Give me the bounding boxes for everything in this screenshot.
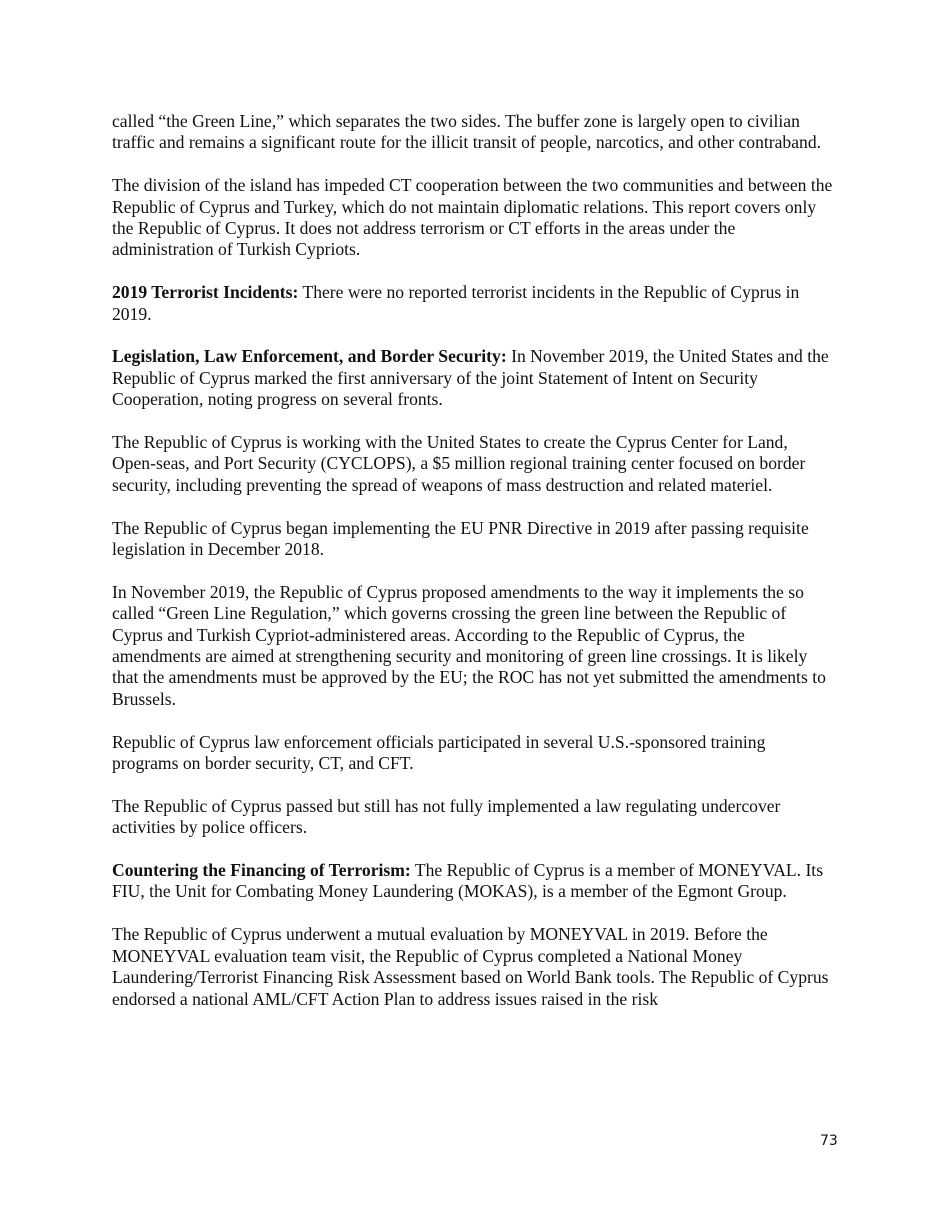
paragraph-text: Republic of Cyprus law enforcement officials participated in several U.S.-sponsored training programs on border security, CT, and CFT. bbox=[112, 731, 766, 774]
paragraph-text: The Republic of Cyprus began implementing the EU PNR Directive in 2019 after passing requisite legislation in December 2018. bbox=[112, 517, 809, 560]
section-heading: 2019 Terrorist Incidents: bbox=[112, 282, 299, 303]
paragraph-text: In November 2019, the Republic of Cyprus proposed amendments to the way it implements the so called “Green Line Regulation,” which governs crossing the green line between the Republic of Cyprus and Turkish Cypriot-administered areas. According to the Republic of Cyprus, the amendments are aimed at strengthening security and monitoring of green line crossings. It is likely that the amendments must be approved by the EU; the ROC has not yet submitted the amendments to Brussels. bbox=[112, 581, 826, 709]
paragraph-training-programs bbox=[112, 732, 834, 775]
paragraph-pnr-directive bbox=[112, 518, 834, 561]
paragraph-green-line bbox=[112, 111, 834, 154]
paragraph-text: The Republic of Cyprus underwent a mutual evaluation by MONEYVAL in 2019. Before the MONEYVAL evaluation team visit, the Republic of Cyprus completed a National Money Laundering/Terrorist Financing Risk Assessment based on World Bank tools. The Republic of Cyprus endorsed a national AML/CFT Action Plan to address issues raised in the risk bbox=[112, 924, 829, 1009]
paragraph-terrorist-incidents bbox=[112, 282, 834, 325]
paragraph-legislation bbox=[112, 346, 834, 410]
paragraph-division bbox=[112, 175, 834, 261]
paragraph-cyclops bbox=[112, 432, 834, 496]
paragraph-text: called “the Green Line,” which separates the two sides. The buffer zone is largely open to civilian traffic and remains a significant route for the illicit transit of people, narcotics, and other contraband. bbox=[112, 111, 822, 153]
section-heading: Legislation, Law Enforcement, and Border Security: bbox=[112, 346, 507, 367]
paragraph-text: The Republic of Cyprus is a member of MONEYVAL. Its FIU, the Unit for Combating Money Laundering (MOKAS), is a member of the Egmont Group. bbox=[112, 860, 824, 902]
paragraph-financing-terrorism bbox=[112, 860, 834, 903]
paragraph-text: There were no reported terrorist incidents in the Republic of Cyprus in 2019. bbox=[112, 282, 800, 324]
paragraph-text: The Republic of Cyprus passed but still has not fully implemented a law regulating undercover activities by police officers. bbox=[112, 795, 781, 838]
paragraph-text: In November 2019, the United States and the Republic of Cyprus marked the first anniversary of the joint Statement of Intent on Security Cooperation, noting progress on several fronts. bbox=[112, 346, 829, 410]
page-number: 73 bbox=[820, 1133, 838, 1149]
paragraph-text: The division of the island has impeded CT cooperation between the two communities and between the Republic of Cyprus and Turkey, which do not maintain diplomatic relations. This report covers only the Republic of Cyprus. It does not address terrorism or CT efforts in the areas under the administration of Turkish Cypriots. bbox=[112, 175, 833, 260]
paragraph-mutual-evaluation bbox=[112, 924, 834, 1010]
paragraph-text: The Republic of Cyprus is working with the United States to create the Cyprus Center for Land, Open-seas, and Port Security (CYCLOPS), a $5 million regional training center focused on border security, including preventing the spread of weapons of mass destruction and related materiel. bbox=[112, 432, 806, 495]
paragraph-green-line-regulation bbox=[112, 582, 834, 710]
section-heading: Countering the Financing of Terrorism: bbox=[112, 860, 411, 881]
document-body bbox=[112, 111, 834, 1031]
paragraph-undercover-law bbox=[112, 796, 834, 839]
